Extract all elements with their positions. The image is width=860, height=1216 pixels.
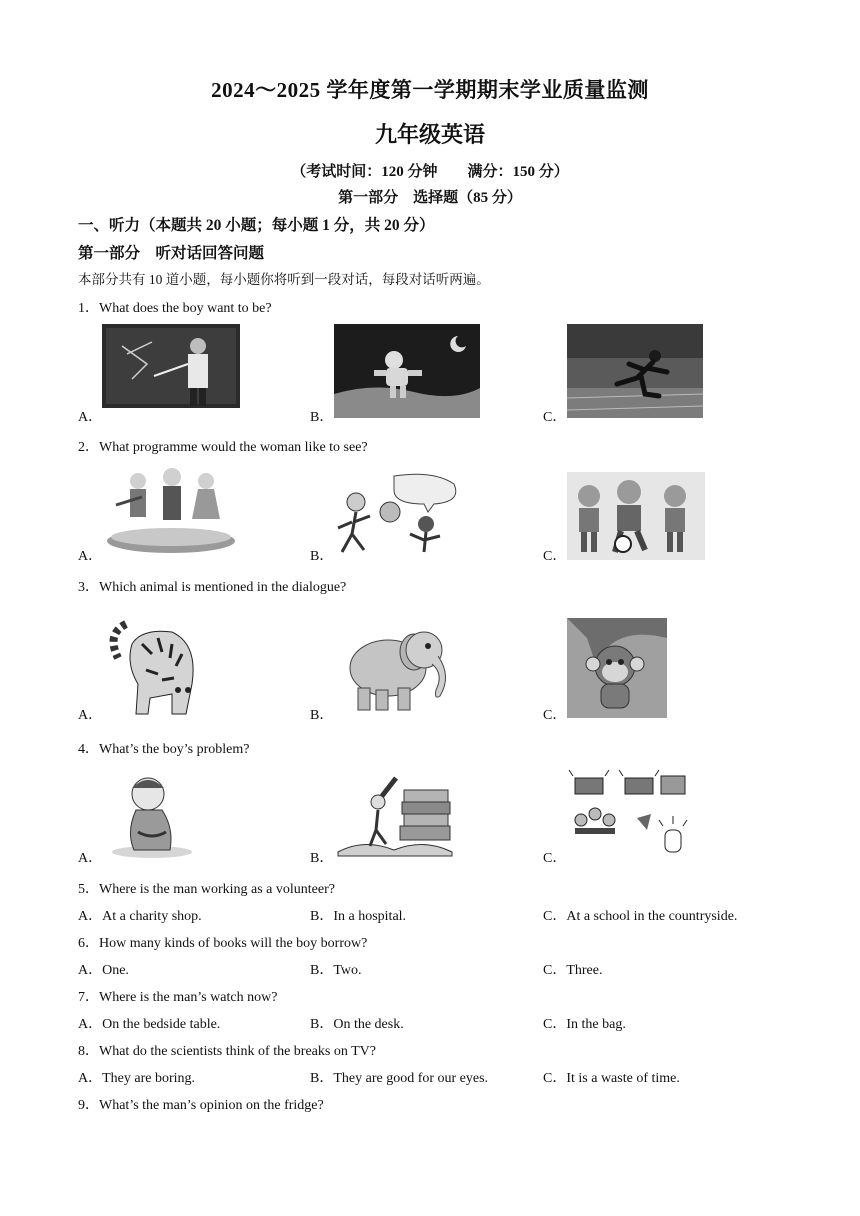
question-stem: 6．How many kinds of books will the boy borrow?	[78, 936, 368, 951]
option-a: A．One.	[78, 963, 129, 978]
exam-time: （考试时间：120 分钟	[291, 164, 438, 180]
option-a: A．They are boring.	[78, 1071, 196, 1086]
question-stem: 4．What’s the boy’s problem?	[78, 742, 250, 757]
exam-subject: 九年级英语	[374, 122, 485, 147]
part-heading: 第一部分 选择题（85 分）	[338, 190, 522, 206]
question-stem: 1．What does the boy want to be?	[78, 301, 272, 316]
option-label: A．	[78, 549, 103, 564]
option-c: C．In the bag.	[543, 1017, 626, 1032]
tiger-picture[interactable]	[102, 614, 202, 718]
option-b: B．On the desk.	[310, 1017, 404, 1032]
elephant-picture[interactable]	[334, 620, 458, 716]
question-stem: 5．Where is the man working as a volunteer?	[78, 882, 335, 897]
boy-on-books-with-telescope-picture[interactable]	[334, 772, 456, 858]
option-a: A．At a charity shop.	[78, 909, 202, 924]
question-stem: 8．What do the scientists think of the breaks on TV?	[78, 1044, 376, 1059]
option-c: C．It is a waste of time.	[543, 1071, 680, 1086]
astronaut-on-moon-picture[interactable]	[334, 324, 480, 418]
section-heading: 一、听力（本题共 20 小题；每小题 1 分，共 20 分）	[78, 217, 435, 234]
option-c: C．At a school in the countryside.	[543, 909, 738, 924]
option-c: C．Three.	[543, 963, 603, 978]
teacher-at-blackboard-picture[interactable]	[102, 324, 240, 408]
option-b: B．In a hospital.	[310, 909, 407, 924]
subsection-heading: 第一部分 听对话回答问题	[78, 245, 265, 262]
question-stem: 3．Which animal is mentioned in the dialogue?	[78, 580, 347, 595]
option-label: A．	[78, 708, 103, 723]
question-stem: 9．What’s the man’s opinion on the fridge?	[78, 1098, 324, 1113]
option-b: B．They are good for our eyes.	[310, 1071, 489, 1086]
question-stem: 7．Where is the man’s watch now?	[78, 990, 278, 1005]
option-label: A．	[78, 851, 103, 866]
exam-title: 2024～2025 学年度第一学期期末学业质量监测	[211, 78, 649, 102]
option-label: C．	[543, 708, 567, 723]
kids-playing-soccer-picture[interactable]	[567, 472, 705, 560]
instructions: 本部分共有 10 道小题，每小题你将听到一段对话，每段对话听两遍。	[78, 272, 490, 287]
option-a: A．On the bedside table.	[78, 1017, 221, 1032]
option-label: B．	[310, 410, 334, 425]
music-band-on-stage-picture[interactable]	[102, 465, 240, 557]
option-label: C．	[543, 851, 567, 866]
monkey-picture[interactable]	[567, 618, 667, 718]
cartoon-comic-picture[interactable]	[334, 472, 466, 558]
option-label: C．	[543, 410, 567, 425]
option-label: C．	[543, 549, 567, 564]
option-label: B．	[310, 708, 334, 723]
exam-info	[0, 160, 860, 181]
full-score: 满分：150 分）	[467, 164, 569, 180]
option-b: B．Two.	[310, 963, 362, 978]
option-label: B．	[310, 549, 334, 564]
noisy-neighbours-picture[interactable]	[567, 768, 693, 860]
question-stem: 2．What programme would the woman like to see?	[78, 440, 368, 455]
sprinter-on-track-picture[interactable]	[567, 324, 703, 418]
sad-boy-picture[interactable]	[102, 772, 202, 860]
option-label: A．	[78, 410, 103, 425]
option-label: B．	[310, 851, 334, 866]
